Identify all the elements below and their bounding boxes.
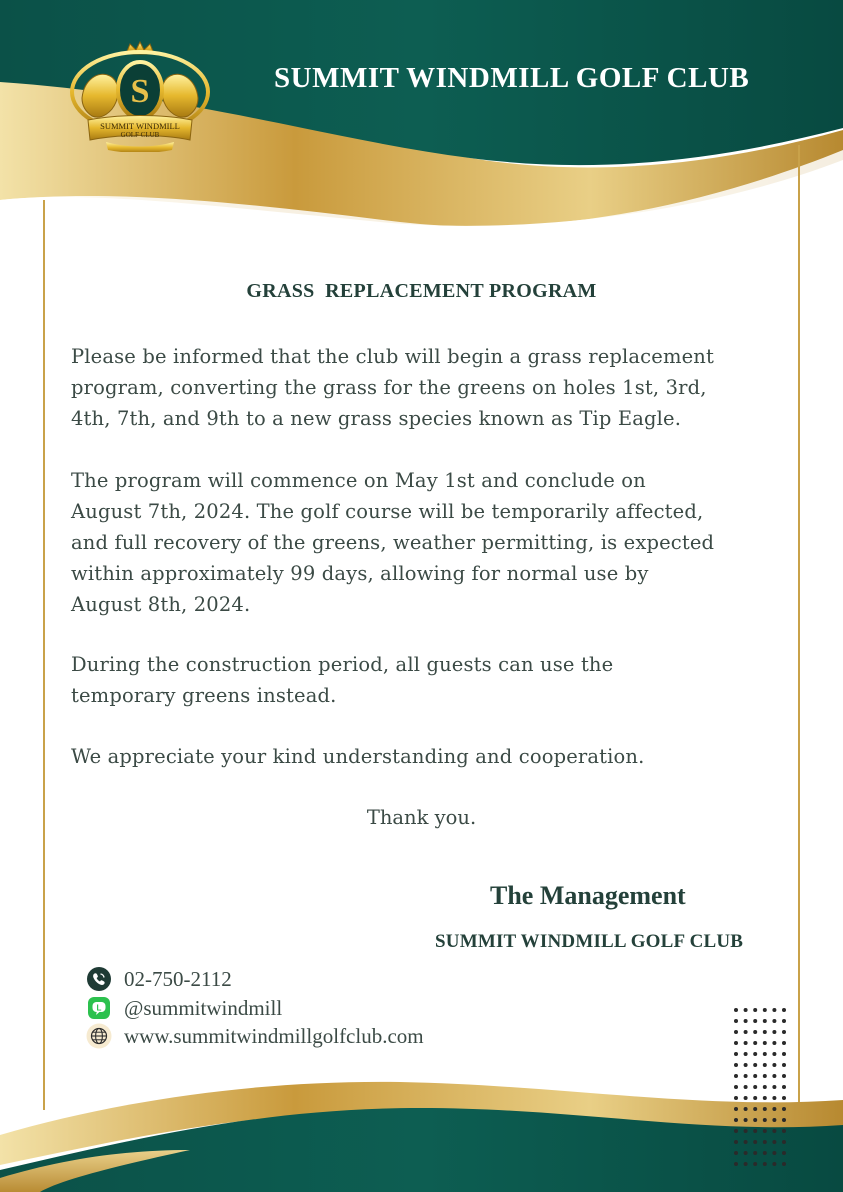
dot: [753, 1052, 757, 1056]
dot: [734, 1140, 738, 1144]
dot: [772, 1118, 776, 1122]
contact-phone[interactable]: [86, 966, 232, 992]
svg-text:GOLF CLUB: GOLF CLUB: [120, 131, 160, 139]
dot: [734, 1019, 738, 1023]
dot: [782, 1008, 786, 1012]
dot: [763, 1008, 767, 1012]
text-line: The program will commence on May 1st and conclude on: [71, 469, 646, 492]
signature: The Management: [490, 881, 686, 910]
dot: [744, 1096, 748, 1100]
line-id: @summitwindmill: [124, 995, 283, 1020]
contact-website[interactable]: [86, 1023, 424, 1049]
dot: [744, 1151, 748, 1155]
dot: [734, 1008, 738, 1012]
dot: [772, 1041, 776, 1045]
dot: [782, 1019, 786, 1023]
dot: [744, 1041, 748, 1045]
line-app-icon: [86, 995, 112, 1021]
dot: [782, 1151, 786, 1155]
text-line: and full recovery of the greens, weather permitting, is expected: [71, 531, 715, 554]
paragraph-2: [71, 465, 791, 620]
dot: [753, 1118, 757, 1122]
dot: [744, 1074, 748, 1078]
svg-text:L: L: [96, 1003, 102, 1013]
dot: [763, 1041, 767, 1045]
dot: [734, 1129, 738, 1133]
club-logo: [68, 40, 212, 152]
dot: [744, 1162, 748, 1166]
dot: [772, 1151, 776, 1155]
dot: [763, 1096, 767, 1100]
paragraph-4: [71, 741, 791, 772]
dot: [782, 1129, 786, 1133]
dot: [772, 1085, 776, 1089]
dot: [772, 1030, 776, 1034]
dot: [753, 1085, 757, 1089]
dot: [753, 1107, 757, 1111]
dot: [782, 1118, 786, 1122]
dot: [734, 1063, 738, 1067]
dot: [744, 1019, 748, 1023]
paragraph-3: [71, 649, 791, 711]
notice-heading: GRASS REPLACEMENT PROGRAM: [246, 280, 597, 302]
website-link: www.summitwindmillgolfclub.com: [124, 1023, 424, 1048]
dot: [772, 1019, 776, 1023]
dot: [763, 1107, 767, 1111]
dot: [734, 1162, 738, 1166]
dot: [772, 1074, 776, 1078]
dot: [763, 1052, 767, 1056]
contact-line[interactable]: [86, 995, 282, 1021]
club-title: SUMMIT WINDMILL GOLF CLUB: [274, 62, 750, 94]
dot: [763, 1085, 767, 1089]
dot: [763, 1063, 767, 1067]
dot: [734, 1030, 738, 1034]
dot: [772, 1052, 776, 1056]
dot: [782, 1107, 786, 1111]
dot: [772, 1096, 776, 1100]
dot: [772, 1008, 776, 1012]
dot: [744, 1085, 748, 1089]
dot: [753, 1074, 757, 1078]
dot: [744, 1118, 748, 1122]
paragraph-1: [71, 341, 791, 434]
dot: [753, 1019, 757, 1023]
signature-club: SUMMIT WINDMILL GOLF CLUB: [435, 931, 744, 952]
dot: [782, 1052, 786, 1056]
dot: [782, 1085, 786, 1089]
dot: [772, 1063, 776, 1067]
text-line: August 8th, 2024.: [71, 593, 251, 616]
dot: [753, 1140, 757, 1144]
svg-text:S: S: [130, 73, 150, 110]
dot: [753, 1030, 757, 1034]
text-line: Please be informed that the club will begin a grass replacement: [71, 345, 714, 368]
dot: [772, 1162, 776, 1166]
text-line: We appreciate your kind understanding and cooperation.: [71, 745, 645, 768]
dot: [753, 1096, 757, 1100]
dot: [744, 1008, 748, 1012]
dot: [763, 1118, 767, 1122]
dot: [772, 1129, 776, 1133]
dot: [744, 1052, 748, 1056]
dot: [734, 1085, 738, 1089]
closing-text: Thank you.: [366, 806, 477, 829]
text-line: During the construction period, all guests can use the: [71, 653, 614, 676]
text-line: within approximately 99 days, allowing for normal use by: [71, 562, 649, 585]
dot: [744, 1129, 748, 1133]
dot: [734, 1096, 738, 1100]
dot: [782, 1162, 786, 1166]
dot: [763, 1019, 767, 1023]
dot: [734, 1041, 738, 1045]
dot: [753, 1041, 757, 1045]
dot: [782, 1140, 786, 1144]
dot: [772, 1107, 776, 1111]
dot: [782, 1063, 786, 1067]
dot: [744, 1140, 748, 1144]
dot: [782, 1096, 786, 1100]
dot: [753, 1008, 757, 1012]
dot: [753, 1129, 757, 1133]
dot: [763, 1151, 767, 1155]
dot: [744, 1063, 748, 1067]
svg-text:SUMMIT WINDMILL: SUMMIT WINDMILL: [100, 121, 180, 131]
text-line: August 7th, 2024. The golf course will be temporarily affected,: [71, 500, 704, 523]
phone-icon: [86, 966, 112, 992]
dot: [782, 1074, 786, 1078]
text-line: program, converting the grass for the greens on holes 1st, 3rd,: [71, 376, 707, 399]
dot: [763, 1030, 767, 1034]
globe-icon: [86, 1023, 112, 1049]
dot: [763, 1162, 767, 1166]
dot: [763, 1140, 767, 1144]
dot: [753, 1162, 757, 1166]
text-line: temporary greens instead.: [71, 684, 337, 707]
dot: [763, 1074, 767, 1078]
dot: [744, 1107, 748, 1111]
dot: [763, 1129, 767, 1133]
dot: [782, 1030, 786, 1034]
dot: [772, 1140, 776, 1144]
dot: [734, 1107, 738, 1111]
decorative-dots: [732, 1006, 788, 1174]
dot: [734, 1151, 738, 1155]
dot: [782, 1041, 786, 1045]
text-line: 4th, 7th, and 9th to a new grass species known as Tip Eagle.: [71, 407, 682, 430]
dot: [734, 1074, 738, 1078]
dot: [744, 1030, 748, 1034]
dot: [753, 1063, 757, 1067]
dot: [734, 1118, 738, 1122]
dot: [734, 1052, 738, 1056]
dot: [753, 1151, 757, 1155]
phone-number: 02-750-2112: [124, 966, 232, 991]
